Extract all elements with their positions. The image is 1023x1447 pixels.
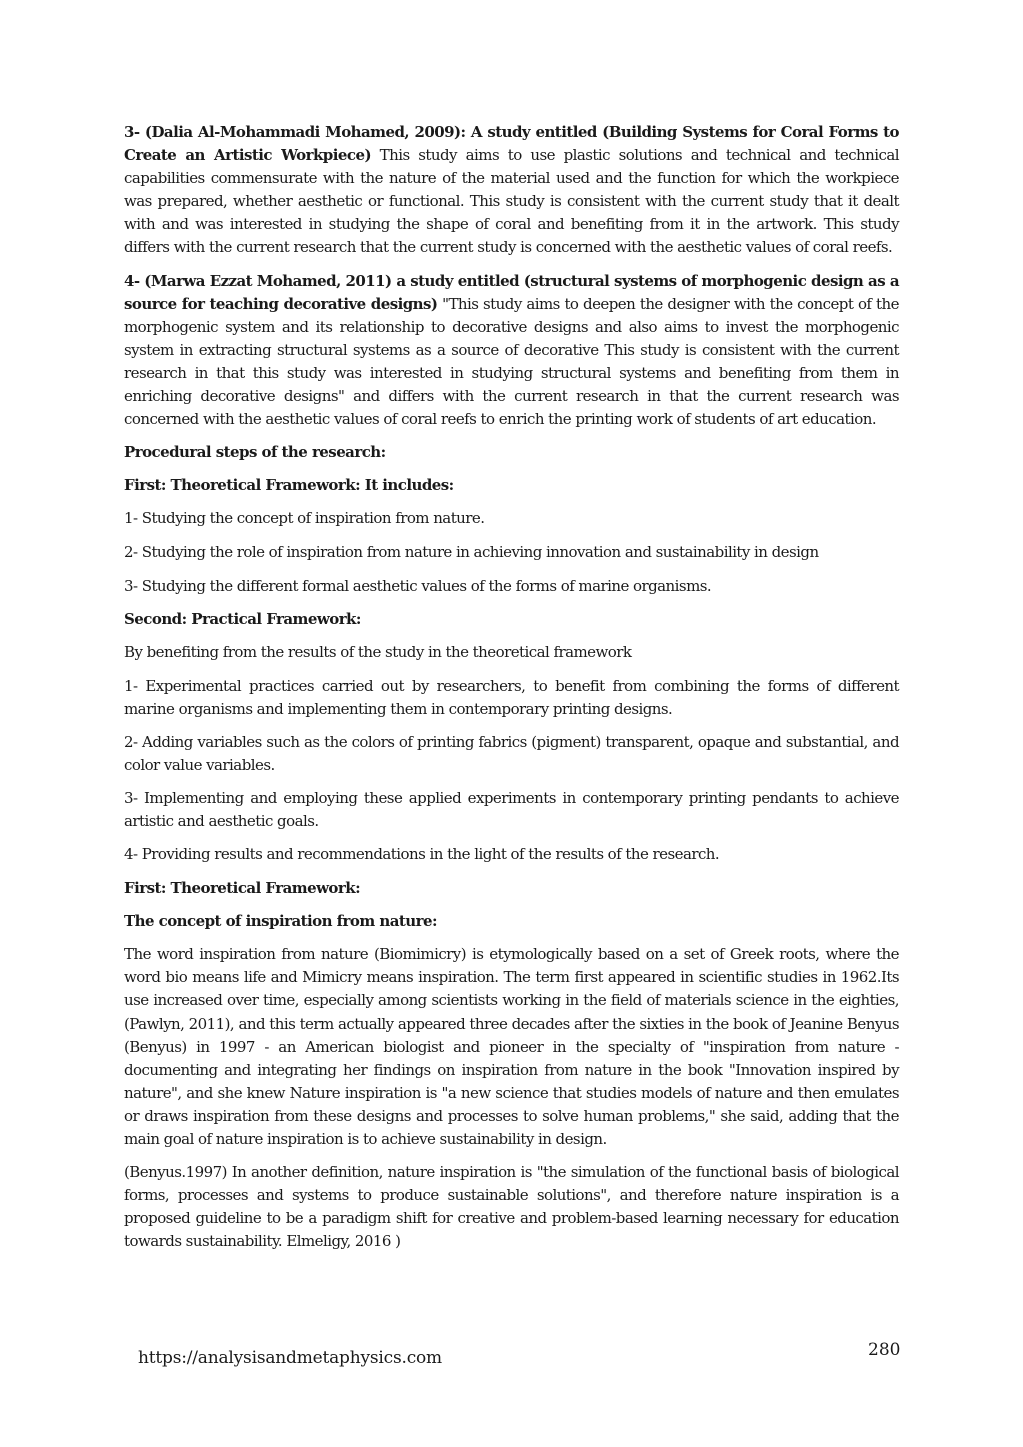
footer-url[interactable]: https://analysisandmetaphysics.com xyxy=(138,1348,442,1368)
definition-paragraph: (Benyus.1997) In another definition, nature inspiration is "the simulation of the functional basis of biological forms, processes and systems to produce sustainable solutions", and therefore nature inspiration is a proposed guideline to be a paradigm shift for creative and problem-based learning necessary for education towards sustainability. Elmeligy, 2016 ) xyxy=(124,1163,899,1251)
practical-intro: By benefiting from the results of the study in the theoretical framework xyxy=(124,643,632,662)
page-body xyxy=(124,121,899,1263)
study-4-title: 4- (Marwa Ezzat Mohamed, 2011) a study entitled (structural systems of morphogenic design as a source for teaching decorative designs) xyxy=(124,271,899,313)
procedural-steps-heading: Procedural steps of the research: xyxy=(124,443,386,462)
theoretical-item-2: 2- Studying the role of inspiration from nature in achieving innovation and sustainability in design xyxy=(124,543,819,561)
page-number: 280 xyxy=(868,1340,901,1360)
study-4-text: "This study aims to deepen the designer with the concept of the morphogenic system and its relationship to decorative designs and also aims to invest the morphogenic system in extracting structural systems as a source of decorative This study is consistent with the current research in that this study was interested in studying structural systems and benefiting from them in enriching decorative designs" and differs with the current research in that the current research was concerned with the aesthetic values of coral reefs to enrich the printing work of students of art education. xyxy=(124,294,899,429)
biomimicry-paragraph: The word inspiration from nature (Biomimicry) is etymologically based on a set of Greek roots, where the word bio means life and Mimicry means inspiration. The term first appeared in scientific studies in 1962.Its use increased over time, especially among scientists working in the field of materials science in the eighties, (Pawlyn, 2011), and this term actually appeared three decades after the sixties in the book of Jeanine Benyus (Benyus) in 1997 - an American biologist and pioneer in the specialty of "inspiration from nature - documenting and integrating her findings on inspiration from nature in the book "Innovation inspired by nature", and she knew Nature inspiration is "a new science that studies models of nature and then emulates or draws inspiration from these designs and processes to solve human problems," she said, adding that the main goal of nature inspiration is to achieve sustainability in design. xyxy=(124,945,899,1148)
theoretical-item-3: 3- Studying the different formal aesthetic values of the forms of marine organisms. xyxy=(124,576,712,595)
theoretical-framework-heading: First: Theoretical Framework: xyxy=(124,879,361,898)
practical-framework-heading: Second: Practical Framework: xyxy=(124,610,361,629)
study-3-text: This study aims to use plastic solutions and technical and technical capabilities commensurate with the nature of the material used and the function for which the workpiece was prepared, whether aesthetic or functional. This study is consistent with the current study that it dealt with and was interested in studying the shape of coral and benefiting from it in the artwork. This study differs with the current research that the current study is concerned with the aesthetic values of coral reefs. xyxy=(124,146,900,257)
theoretical-item-1: 1- Studying the concept of inspiration from nature. xyxy=(124,509,485,528)
study-3-title: 3- (Dalia Al-Mohammadi Mohamed, 2009): A study entitled (Building Systems for Coral Forms to Create an Artistic Workpiece) xyxy=(124,123,899,165)
study-4-paragraph xyxy=(124,270,899,432)
study-3-paragraph xyxy=(124,121,899,260)
concept-heading: The concept of inspiration from nature: xyxy=(124,912,437,931)
practical-item-3: 3- Implementing and employing these applied experiments in contemporary printing pendants to achieve artistic and aesthetic goals. xyxy=(124,789,899,831)
practical-item-4: 4- Providing results and recommendations in the light of the results of the research. xyxy=(124,845,720,864)
practical-item-1: 1- Experimental practices carried out by researchers, to benefit from combining the forms of different marine organisms and implementing them in contemporary printing designs. xyxy=(124,676,899,718)
theoretical-framework-includes-heading: First: Theoretical Framework: It includes: xyxy=(124,476,454,495)
practical-item-2: 2- Adding variables such as the colors of printing fabrics (pigment) transparent, opaque and substantial, and color value variables. xyxy=(124,733,899,775)
